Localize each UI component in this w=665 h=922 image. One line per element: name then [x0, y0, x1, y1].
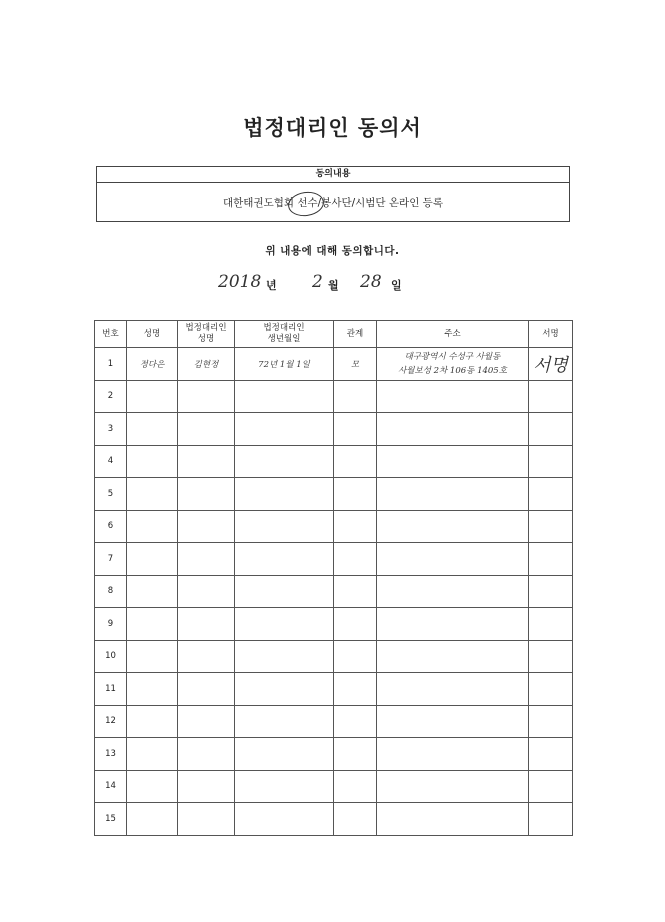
cell-signature: [529, 738, 573, 771]
cell-relation: 모: [334, 348, 377, 381]
consent-content: [97, 183, 569, 223]
cell-signature: [529, 543, 573, 576]
cell-signature: [529, 608, 573, 641]
table-row: [95, 673, 573, 706]
signature-mark: 서명: [533, 354, 568, 376]
cell-address: [377, 608, 529, 641]
cell-signature: [529, 445, 573, 478]
table-row: [95, 640, 573, 673]
row-number: 6: [95, 510, 127, 543]
header-address: 주소: [377, 321, 529, 348]
row-number: 4: [95, 445, 127, 478]
cell-name: [127, 608, 178, 641]
consent-text: 대한태권도협회 선수/봉사단/시범단 온라인 등록: [223, 197, 443, 209]
table-row: [95, 803, 573, 836]
cell-guardian-birth: [235, 413, 334, 446]
cell-guardian-birth: [235, 575, 334, 608]
cell-guardian-name: [178, 673, 235, 706]
cell-guardian-birth: [235, 380, 334, 413]
cell-address: [377, 445, 529, 478]
cell-address: [377, 478, 529, 511]
cell-name: 정다은: [127, 348, 178, 381]
row-number: 2: [95, 380, 127, 413]
table-row: [95, 413, 573, 446]
cell-relation: [334, 673, 377, 706]
date-year-unit: 년: [266, 279, 277, 292]
cell-guardian-name: [178, 510, 235, 543]
row-number: 7: [95, 543, 127, 576]
cell-address: [377, 640, 529, 673]
cell-guardian-name: [178, 413, 235, 446]
cell-relation: [334, 478, 377, 511]
cell-relation: [334, 543, 377, 576]
cell-name: [127, 510, 178, 543]
header-guardian-name: 법정대리인 성명: [178, 321, 235, 348]
row-number: 13: [95, 738, 127, 771]
cell-signature: [529, 673, 573, 706]
agree-statement: 위 내용에 대해 동의합니다.: [265, 245, 400, 257]
cell-signature: [529, 348, 573, 381]
cell-address: [377, 380, 529, 413]
cell-name: [127, 738, 178, 771]
consent-header: 동의내용: [97, 167, 569, 183]
row-number: 11: [95, 673, 127, 706]
cell-address: [377, 673, 529, 706]
cell-guardian-birth: [235, 738, 334, 771]
cell-name: [127, 478, 178, 511]
cell-guardian-name: [178, 445, 235, 478]
cell-guardian-name: [178, 640, 235, 673]
row-number: 9: [95, 608, 127, 641]
cell-signature: [529, 478, 573, 511]
cell-guardian-name: 김현정: [178, 348, 235, 381]
table-row: [95, 380, 573, 413]
cell-guardian-name: [178, 770, 235, 803]
cell-guardian-birth: 72년 1월 1일: [235, 348, 334, 381]
cell-name: [127, 413, 178, 446]
table-row: [95, 705, 573, 738]
cell-name: [127, 673, 178, 706]
cell-relation: [334, 770, 377, 803]
cell-guardian-name: [178, 803, 235, 836]
header-signature: 서명: [529, 321, 573, 348]
cell-name: [127, 705, 178, 738]
cell-relation: [334, 640, 377, 673]
cell-relation: [334, 575, 377, 608]
cell-signature: [529, 770, 573, 803]
cell-guardian-birth: [235, 640, 334, 673]
cell-relation: [334, 380, 377, 413]
cell-relation: [334, 608, 377, 641]
cell-address: [377, 803, 529, 836]
table-row: [95, 478, 573, 511]
cell-guardian-birth: [235, 770, 334, 803]
cell-relation: [334, 510, 377, 543]
address-line-1: 대구광역시 수성구 사월동: [404, 351, 501, 362]
cell-signature: [529, 640, 573, 673]
table-header-row: [95, 321, 573, 348]
cell-guardian-name: [178, 380, 235, 413]
document-title: 법정대리인 동의서: [243, 116, 422, 140]
cell-name: [127, 575, 178, 608]
cell-address: [377, 413, 529, 446]
cell-guardian-birth: [235, 673, 334, 706]
cell-relation: [334, 413, 377, 446]
cell-address: [377, 510, 529, 543]
cell-relation: [334, 445, 377, 478]
row-number: 5: [95, 478, 127, 511]
cell-name: [127, 770, 178, 803]
cell-address: [377, 543, 529, 576]
row-number: 12: [95, 705, 127, 738]
cell-signature: [529, 705, 573, 738]
row-number: 8: [95, 575, 127, 608]
cell-signature: [529, 413, 573, 446]
cell-name: [127, 640, 178, 673]
cell-address: [377, 575, 529, 608]
row-number: 1: [95, 348, 127, 381]
selection-circle-mark: [287, 190, 326, 219]
table-row: [95, 445, 573, 478]
cell-signature: [529, 380, 573, 413]
cell-guardian-birth: [235, 445, 334, 478]
cell-address: [377, 738, 529, 771]
row-number: 10: [95, 640, 127, 673]
cell-guardian-name: [178, 478, 235, 511]
date-month-handwritten: 2: [312, 272, 323, 292]
cell-guardian-birth: [235, 510, 334, 543]
table-row: [95, 608, 573, 641]
cell-relation: [334, 803, 377, 836]
header-guardian-birth: 법정대리인 생년월일: [235, 321, 334, 348]
cell-name: [127, 803, 178, 836]
date-month-unit: 월: [328, 279, 339, 292]
cell-name: [127, 380, 178, 413]
table-row: [95, 510, 573, 543]
cell-name: [127, 445, 178, 478]
cell-guardian-birth: [235, 478, 334, 511]
cell-address: [377, 348, 529, 381]
header-number: 번호: [95, 321, 127, 348]
table-row: [95, 575, 573, 608]
cell-signature: [529, 510, 573, 543]
cell-guardian-birth: [235, 705, 334, 738]
table-row: [95, 738, 573, 771]
row-number: 15: [95, 803, 127, 836]
cell-guardian-name: [178, 543, 235, 576]
date-day-unit: 일: [391, 279, 402, 292]
cell-guardian-name: [178, 575, 235, 608]
row-number: 14: [95, 770, 127, 803]
table-row: [95, 543, 573, 576]
cell-relation: [334, 705, 377, 738]
cell-relation: [334, 738, 377, 771]
cell-guardian-name: [178, 738, 235, 771]
table-row: [95, 770, 573, 803]
header-name: 성명: [127, 321, 178, 348]
cell-address: [377, 770, 529, 803]
cell-address: [377, 705, 529, 738]
cell-guardian-name: [178, 705, 235, 738]
consent-box: [96, 166, 570, 222]
date-row: [0, 274, 665, 300]
table-row: [95, 348, 573, 381]
cell-guardian-birth: [235, 543, 334, 576]
cell-guardian-birth: [235, 803, 334, 836]
cell-guardian-birth: [235, 608, 334, 641]
cell-signature: [529, 575, 573, 608]
registration-table: [94, 320, 573, 836]
date-day-handwritten: 28: [360, 272, 382, 292]
cell-guardian-name: [178, 608, 235, 641]
address-line-2: 사월보성 2차 106동 1405호: [398, 365, 507, 376]
header-relation: 관계: [334, 321, 377, 348]
cell-name: [127, 543, 178, 576]
cell-signature: [529, 803, 573, 836]
row-number: 3: [95, 413, 127, 446]
date-year-handwritten: 2018: [218, 272, 262, 292]
